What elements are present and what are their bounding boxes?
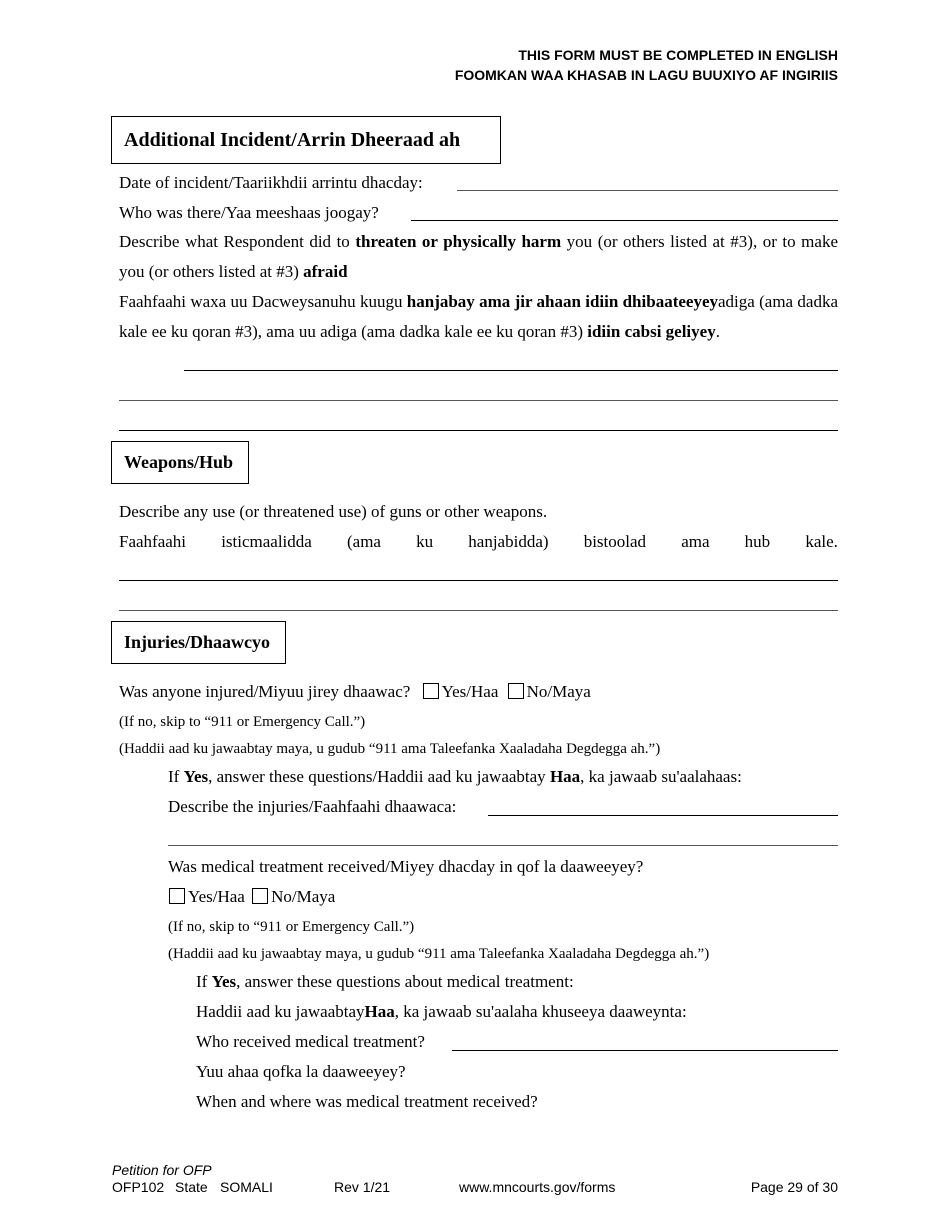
footer-state: State bbox=[175, 1179, 208, 1195]
weapons-word: ama bbox=[681, 532, 710, 551]
describe-harm-somali: Faahfaahi waxa uu Dacweysanuhu kuugu hanjabay ama jir ahaan idiin dhibaateeyeyadiga (ama dadka kale ee ku qoran #3), ama uu adiga (ama dadka kale ee ku qoran #3) idiin cabsi geliyey. bbox=[119, 292, 838, 341]
who-received-treatment-somali: Yuu ahaa qofka la daaweeyey? bbox=[196, 1062, 406, 1081]
medical-no-checkbox[interactable] bbox=[252, 888, 268, 904]
section-title-injuries bbox=[111, 621, 286, 664]
who-received-treatment-field[interactable] bbox=[452, 1050, 838, 1051]
injured-no-label: No/Maya bbox=[526, 682, 591, 701]
injured-yes-checkbox[interactable] bbox=[423, 683, 439, 699]
describe-injuries-field-line-1[interactable] bbox=[488, 815, 838, 816]
footer-revision: Rev 1/21 bbox=[334, 1179, 391, 1195]
weapons-describe-somali bbox=[119, 531, 838, 553]
weapons-word: hanjabidda) bbox=[468, 532, 549, 551]
section-title-additional-incident bbox=[111, 116, 501, 164]
weapons-word: kale. bbox=[805, 532, 838, 551]
weapons-word: hub bbox=[744, 532, 771, 551]
weapons-word: Faahfaahi bbox=[119, 532, 187, 551]
medical-if-yes-somali: Haddii aad ku jawaabtayHaa, ka jawaab su'aalaha khuseeya daaweynta: bbox=[196, 1002, 687, 1021]
injured-question-row bbox=[119, 681, 591, 703]
medical-skip-somali: (Haddii aad ku jawaabtay maya, u gudub “911 ama Taleefanka Xaaladaha Degdegga ah.”) bbox=[168, 946, 710, 962]
medical-treatment-question: Was medical treatment received/Miyey dhacday in qof la daaweeyey? bbox=[168, 857, 644, 876]
weapons-field-line-1[interactable] bbox=[119, 580, 838, 581]
medical-yes-label: Yes/Haa bbox=[188, 887, 245, 906]
notice-somali: FOOMKAN WAA KHASAB IN LAGU BUUXIYO AF INGIRIIS bbox=[454, 67, 838, 83]
who-was-there-field[interactable] bbox=[411, 220, 838, 221]
section-title-weapons bbox=[111, 441, 249, 484]
who-was-there-label: Who was there/Yaa meeshaas joogay? bbox=[119, 203, 379, 222]
weapons-field-line-2[interactable] bbox=[119, 610, 838, 611]
section-title-text: Injuries/Dhaawcyo bbox=[124, 632, 271, 652]
weapons-describe-english: Describe any use (or threatened use) of guns or other weapons. bbox=[119, 502, 548, 521]
injured-if-yes-instruction: If Yes, answer these questions/Haddii aad ku jawaabtay Haa, ka jawaab su'aalahaas: bbox=[168, 767, 742, 786]
medical-yes-checkbox[interactable] bbox=[169, 888, 185, 904]
medical-treatment-options bbox=[168, 886, 335, 908]
footer-page-number: Page 29 of 30 bbox=[750, 1179, 838, 1195]
notice-english: THIS FORM MUST BE COMPLETED IN ENGLISH bbox=[518, 47, 838, 63]
describe-harm-english: Describe what Respondent did to threaten or physically harm you (or others listed at #3), or to make you (or others listed at #3) afraid bbox=[119, 232, 838, 281]
footer-form-code: OFP102 bbox=[112, 1179, 165, 1195]
describe-harm-field-line-2[interactable] bbox=[119, 400, 838, 401]
injured-skip-english: (If no, skip to “911 or Emergency Call.”) bbox=[119, 714, 366, 730]
section-title-text: Weapons/Hub bbox=[124, 452, 234, 472]
medical-skip-english: (If no, skip to “911 or Emergency Call.”) bbox=[168, 919, 415, 935]
who-received-treatment-label: Who received medical treatment? bbox=[196, 1032, 425, 1051]
footer-form-title: Petition for OFP bbox=[112, 1162, 212, 1178]
when-where-treatment-label: When and where was medical treatment received? bbox=[196, 1092, 538, 1111]
footer-language: SOMALI bbox=[220, 1179, 273, 1195]
weapons-word: (ama bbox=[346, 532, 381, 551]
footer-url: www.mncourts.gov/forms bbox=[459, 1179, 616, 1195]
section-title-text: Additional Incident/Arrin Dheeraad ah bbox=[124, 128, 461, 151]
form-language-notice bbox=[455, 45, 838, 85]
describe-harm-field-line-1[interactable] bbox=[184, 370, 838, 371]
describe-injuries-label: Describe the injuries/Faahfaahi dhaawaca: bbox=[168, 797, 457, 816]
injured-question: Was anyone injured/Miyuu jirey dhaawac? bbox=[119, 682, 411, 701]
injured-skip-somali: (Haddii aad ku jawaabtay maya, u gudub “911 ama Taleefanka Xaaladaha Degdegga ah.”) bbox=[119, 741, 661, 757]
describe-harm-field-line-3[interactable] bbox=[119, 430, 838, 431]
weapons-word: isticmaalidda bbox=[221, 532, 312, 551]
describe-injuries-field-line-2[interactable] bbox=[168, 845, 838, 846]
injured-no-checkbox[interactable] bbox=[508, 683, 524, 699]
weapons-word: bistoolad bbox=[583, 532, 647, 551]
medical-no-label: No/Maya bbox=[271, 887, 336, 906]
weapons-word: ku bbox=[416, 532, 434, 551]
injured-yes-label: Yes/Haa bbox=[441, 682, 499, 701]
incident-date-label: Date of incident/Taariikhdii arrintu dhacday: bbox=[119, 173, 423, 192]
incident-date-field[interactable] bbox=[457, 190, 838, 191]
medical-if-yes-english: If Yes, answer these questions about medical treatment: bbox=[196, 972, 574, 991]
